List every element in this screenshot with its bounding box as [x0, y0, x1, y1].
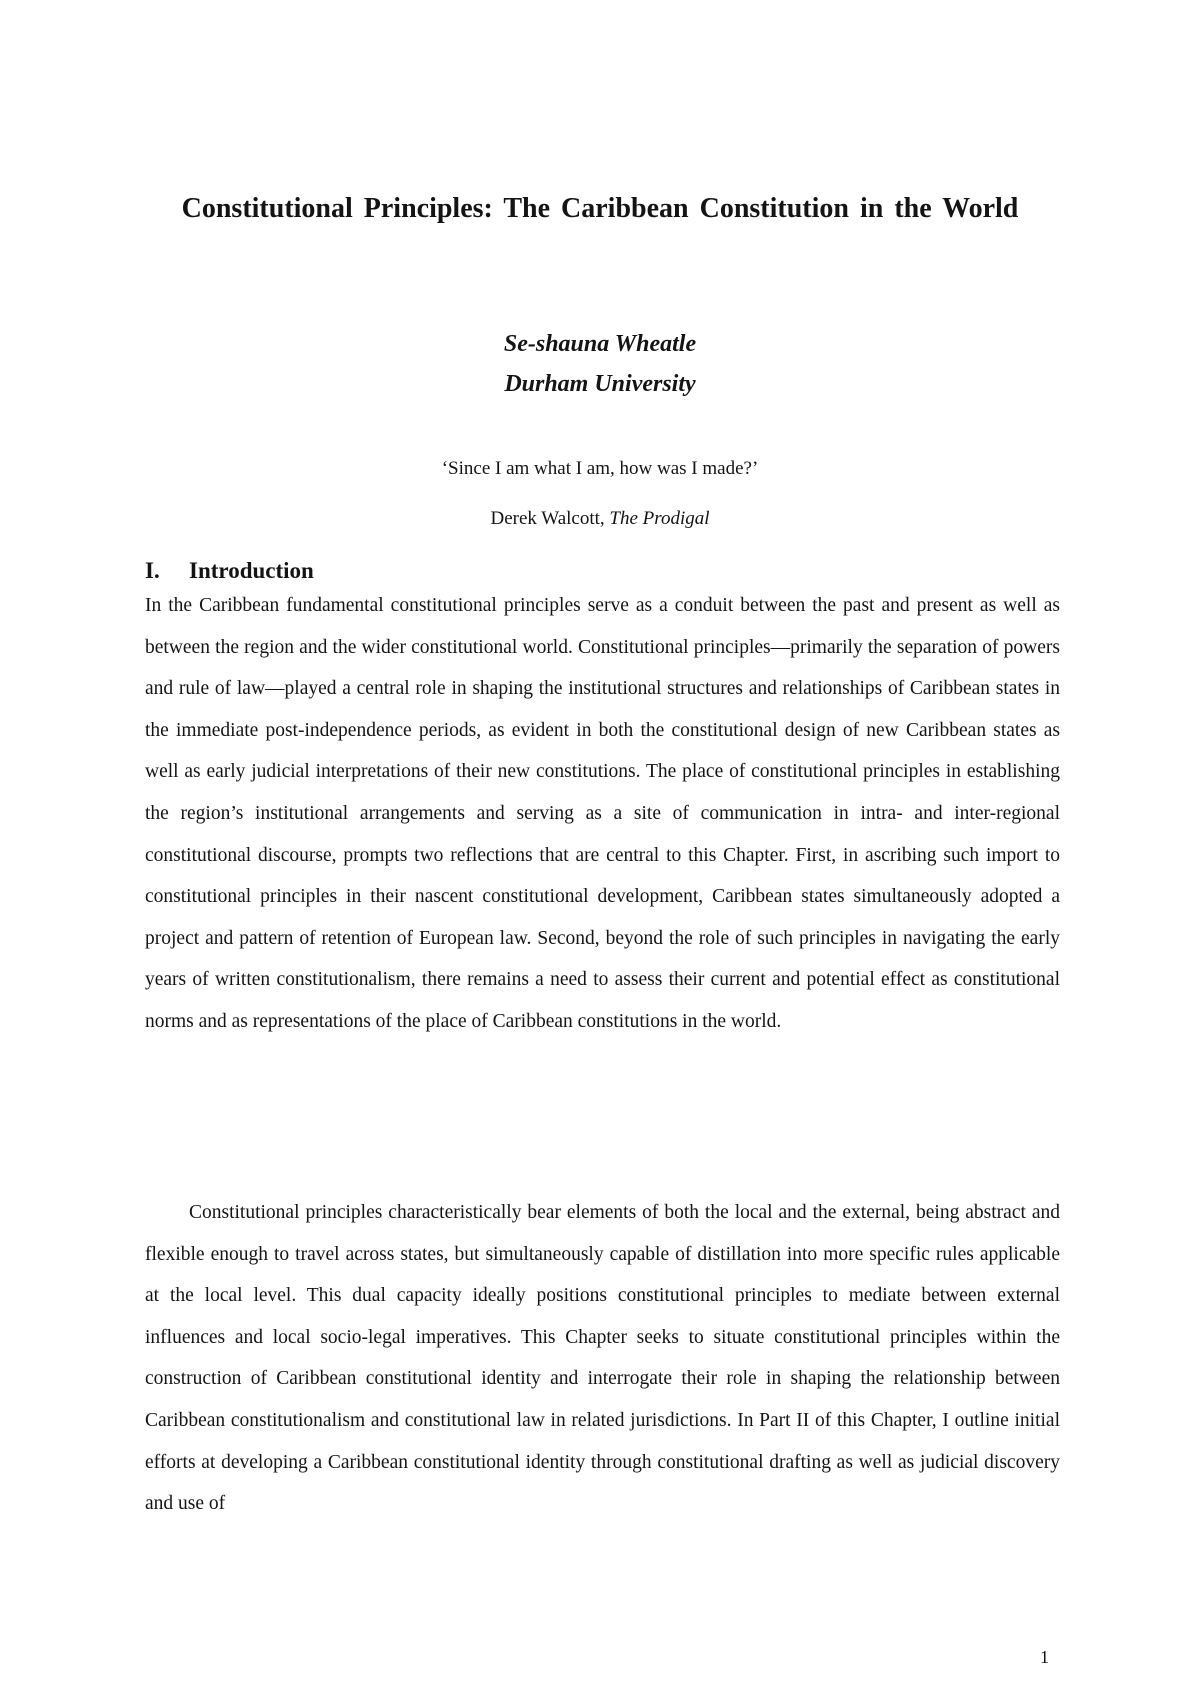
page-number: 1 — [1040, 1647, 1049, 1667]
paragraph-1 — [145, 585, 1060, 1043]
paragraph-2 — [145, 1192, 1060, 1525]
paragraph-text: In the Caribbean fundamental constitutional principles serve as a conduit between the past and present as well as between the region and the wider constitutional world. Constitutional principles—primarily the separation of powers and rule of law—played a central role in shaping the institutional structures and relationships of Caribbean states in the immediate post-independence periods, as evident in both the constitutional design of new Caribbean states as well as early judicial interpretations of their new constitutions. The place of constitutional principles in establishing the region’s institutional arrangements and serving as a site of communication in intra- and inter-regional constitutional discourse, prompts two reflections that are central to this Chapter. First, in ascribing such import to constitutional principles in their nascent constitutional development, Caribbean states simultaneously adopted a project and pattern of retention of European law. Second, beyond the role of such principles in navigating the early years of written constitutionalism, there remains a need to assess their current and potential effect as constitutional norms and as representations of the place of Caribbean constitutions in the world. — [145, 595, 1060, 1032]
epigraph-quote: ‘Since I am what I am, how was I made?’ — [441, 458, 759, 479]
epigraph-author: Derek Walcott, — [490, 508, 605, 529]
section-title: Introduction — [189, 558, 314, 583]
epigraph-work: The Prodigal — [609, 508, 710, 529]
author-affiliation: Durham University — [504, 371, 696, 397]
epigraph-attribution — [0, 506, 1200, 532]
section-number: I. — [145, 558, 160, 583]
section-heading — [145, 556, 314, 586]
author-name: Se-shauna Wheatle — [503, 331, 697, 357]
paragraph-text: Constitutional principles characteristically bear elements of both the local and the external, being abstract and flexible enough to travel across states, but simultaneously capable of distillation into more specific rules applicable at the local level. This dual capacity ideally positions constitutional principles to mediate between external influences and local socio-legal imperatives. This Chapter seeks to situate constitutional principles within the construction of Caribbean constitutional identity and interrogate their role in shaping the relationship between Caribbean constitutionalism and constitutional law in related jurisdictions. In Part II of this Chapter, I outline initial efforts at developing a Caribbean constitutional identity through constitutional drafting as well as judicial discovery and use of — [145, 1202, 1060, 1515]
paper-title: Constitutional Principles: The Caribbean Constitution in the World — [181, 193, 1019, 224]
